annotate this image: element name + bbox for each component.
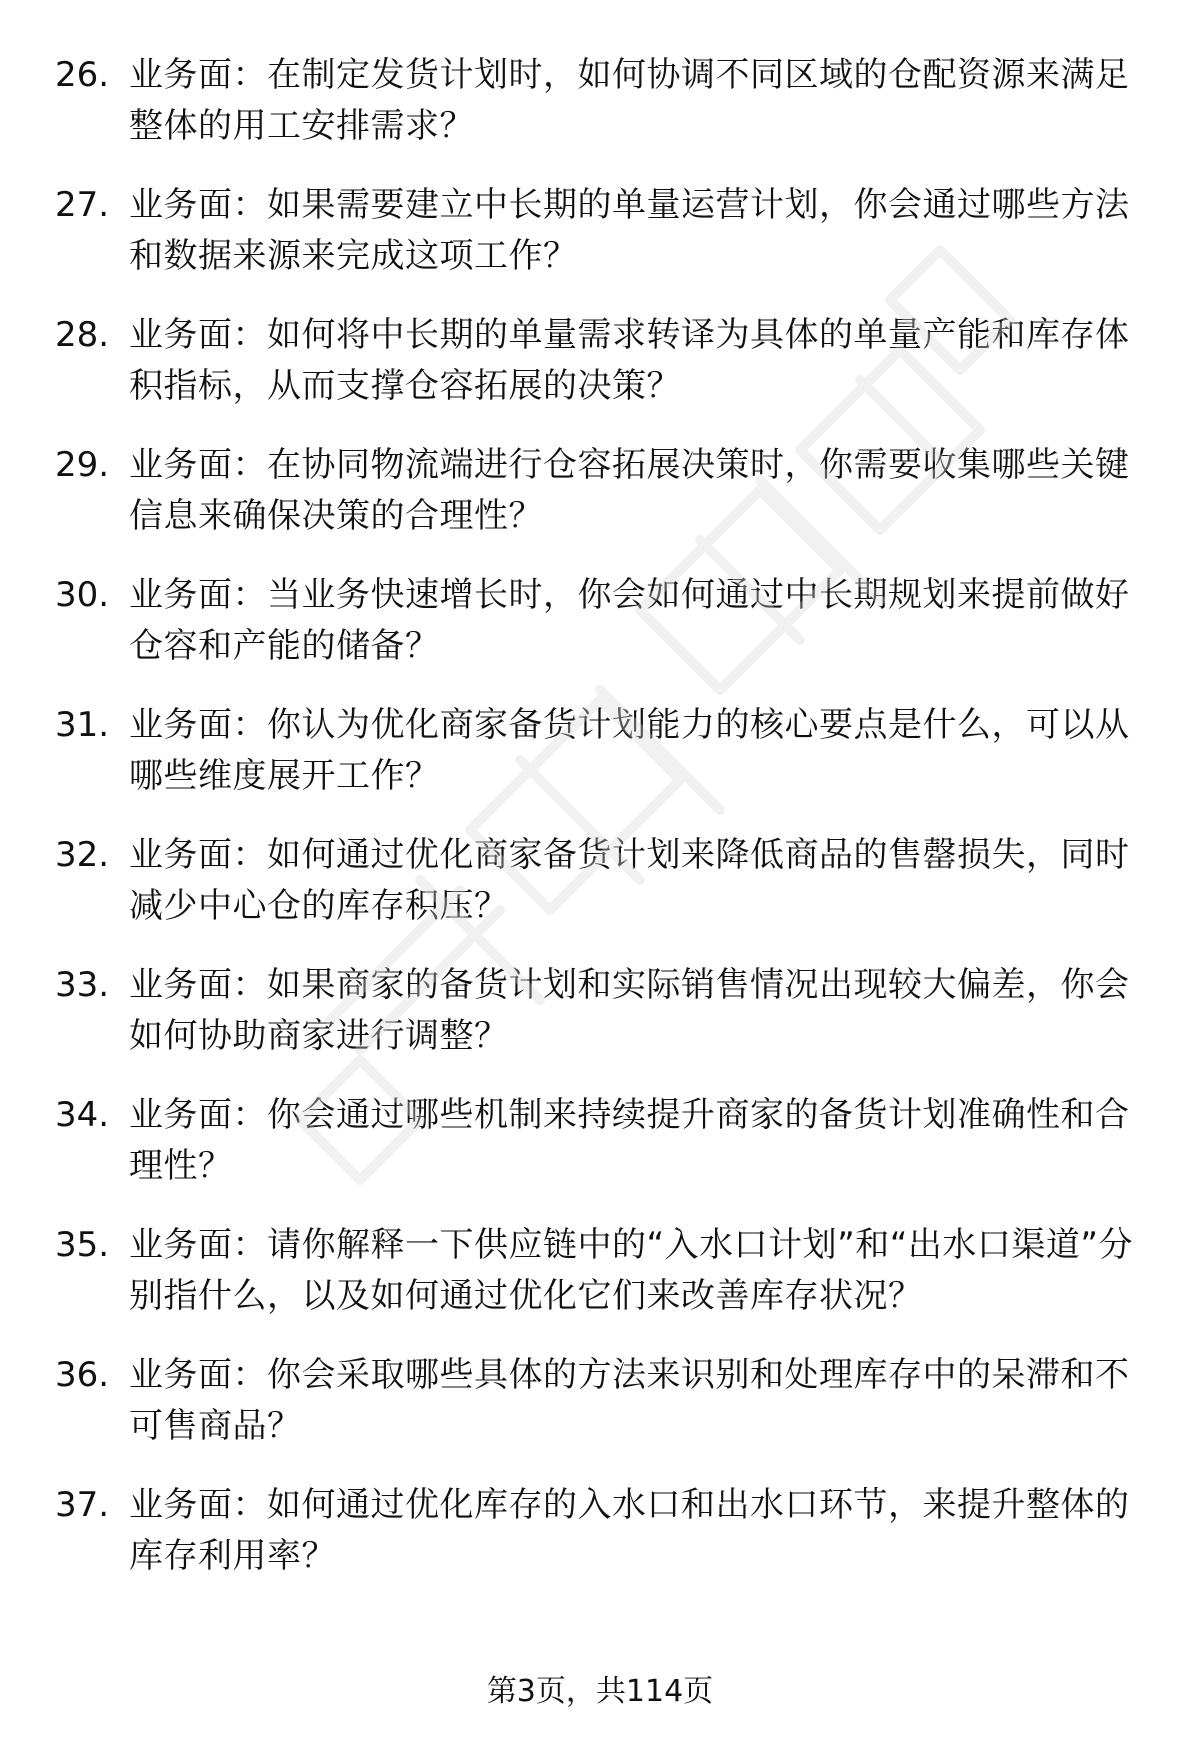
question-number: 36. [55, 1355, 110, 1395]
question-text: 业务面：你认为优化商家备货计划能力的核心要点是什么，可以从哪些维度展开工作？ [129, 705, 1130, 796]
question-item-29 [55, 440, 1145, 542]
question-item-35 [55, 1220, 1145, 1322]
question-number: 35. [55, 1225, 110, 1265]
question-number: 31. [55, 705, 110, 745]
question-text: 业务面：如果需要建立中长期的单量运营计划，你会通过哪些方法和数据来源来完成这项工作？ [129, 185, 1130, 276]
question-item-33 [55, 960, 1145, 1062]
question-list [55, 50, 1145, 1610]
question-item-37 [55, 1480, 1145, 1582]
question-item-31 [55, 700, 1145, 802]
page-footer: 第3页，共114页 [486, 1674, 714, 1709]
question-number: 34. [55, 1095, 110, 1135]
question-text: 业务面：如何通过优化库存的入水口和出水口环节，来提升整体的库存利用率？ [129, 1485, 1130, 1576]
question-number: 30. [55, 575, 110, 615]
question-text: 业务面：你会采取哪些具体的方法来识别和处理库存中的呆滞和不可售商品？ [129, 1355, 1130, 1446]
question-item-27 [55, 180, 1145, 282]
question-text: 业务面：当业务快速增长时，你会如何通过中长期规划来提前做好仓容和产能的储备？ [129, 575, 1130, 666]
question-number: 37. [55, 1485, 110, 1525]
question-text: 业务面：如果商家的备货计划和实际销售情况出现较大偏差，你会如何协助商家进行调整？ [129, 965, 1130, 1056]
question-text: 业务面：在协同物流端进行仓容拓展决策时，你需要收集哪些关键信息来确保决策的合理性？ [129, 445, 1130, 536]
question-text: 业务面：你会通过哪些机制来持续提升商家的备货计划准确性和合理性？ [129, 1095, 1130, 1186]
question-number: 32. [55, 835, 110, 875]
question-item-34 [55, 1090, 1145, 1192]
question-text: 业务面：如何将中长期的单量需求转译为具体的单量产能和库存体积指标，从而支撑仓容拓展的决策？ [129, 315, 1130, 406]
question-text: 业务面：在制定发货计划时，如何协调不同区域的仓配资源来满足整体的用工安排需求？ [129, 55, 1130, 146]
question-item-30 [55, 570, 1145, 672]
question-text: 业务面：如何通过优化商家备货计划来降低商品的售罄损失，同时减少中心仓的库存积压？ [129, 835, 1130, 926]
question-number: 26. [55, 55, 110, 95]
question-number: 27. [55, 185, 110, 225]
question-number: 28. [55, 315, 110, 355]
question-item-36 [55, 1350, 1145, 1452]
question-item-26 [55, 50, 1145, 152]
question-item-28 [55, 310, 1145, 412]
question-number: 29. [55, 445, 110, 485]
question-text: 业务面：请你解释一下供应链中的“入水口计划”和“出水口渠道”分别指什么，以及如何通过优化它们来改善库存状况？ [129, 1225, 1133, 1316]
question-number: 33. [55, 965, 110, 1005]
question-item-32 [55, 830, 1145, 932]
